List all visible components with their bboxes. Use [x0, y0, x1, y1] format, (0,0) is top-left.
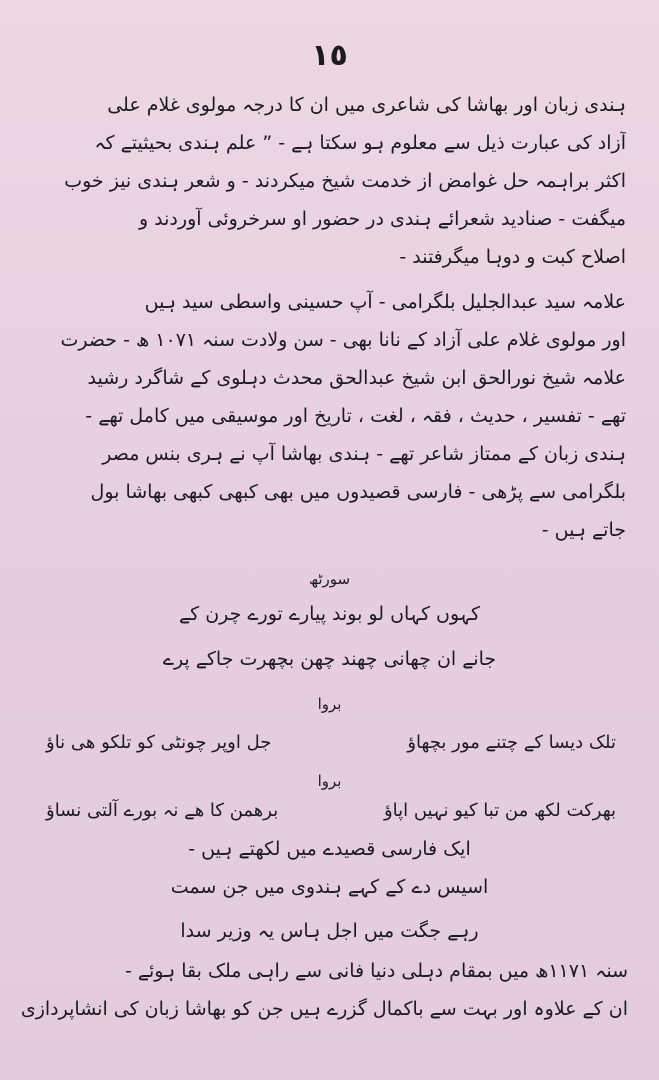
hemistich-left: برھمن کا ھے نہ بورے آلتی نساؤ	[46, 800, 279, 821]
hemistich-right: تلک دیسا کے چتنے مور بچھاؤ	[407, 732, 616, 753]
poem-label-sorath: سورٹھ	[308, 570, 351, 588]
closing-line: ان کے علاوہ اور بہت سے باکمال گزرے ہیں جن کو بھاشا زبان کی انشاپردازی	[20, 998, 628, 1020]
text-line: اکثر براہمہ حل غوامض از خدمت شیخ میکردند - و شعر ہندی نیز خوب	[64, 170, 626, 192]
text-line: اور مولوی غلام علی آزاد کے نانا بھی - سن ولادت سنہ ١٠٧١ ھ - حضرت	[60, 329, 626, 351]
verse-line: رہے جگت میں اجل ہاس یہ وزیر سدا	[180, 920, 479, 942]
text-line: بلگرامی سے پڑھی - فارسی قصیدوں میں بھی کبھی کبھی بھاشا بول	[90, 481, 626, 503]
hemistich-left: جل اوپر چونٹی کو تلکو ھی ناؤ	[46, 732, 272, 753]
verse-line: جانے ان چھانی چھند چھن بچھرت جاکے پرے	[162, 648, 497, 670]
paragraph-azad	[38, 86, 626, 276]
verse-line: اسیس دے کے کہے ہندوی میں جن سمت	[170, 876, 489, 898]
text-line: آزاد کی عبارت ذیل سے معلوم ہو سکتا ہے - ” علم ہندی بحیثیتے کہ	[94, 132, 626, 154]
page-number: ١٥	[311, 38, 348, 73]
text-line: تھے - تفسیر ، حدیث ، فقہ ، لغت ، تاریخ اور موسیقی میں کامل تھے -	[85, 405, 626, 427]
text-line: ہندی زبان اور بھاشا کی شاعری میں ان کا درجہ مولوی غلام علی	[107, 94, 626, 116]
text-line: اصلاح کبت و دوہا میگرفتند -	[399, 246, 626, 268]
intro-line: ایک فارسی قصیدے میں لکھتے ہیں -	[188, 838, 471, 860]
closing-line: سنہ ١١٧١ھ میں بمقام دہلی دنیا فانی سے راہی ملک بقا ہوئے -	[124, 960, 628, 982]
poem-label-barwa: بروا	[317, 772, 342, 790]
prose-body	[38, 86, 626, 556]
text-line: علامہ سید عبدالجلیل بلگرامی - آپ حسینی واسطی سید ہیں	[144, 291, 626, 313]
text-line: میگفت - صنادید شعرائے ہندی در حضور او سرخروئی آوردند و	[138, 208, 626, 230]
hemistich-right: بھرکت لکھ من تبا کیو نہیں اپاؤ	[383, 800, 616, 821]
paragraph-abduljalil	[38, 283, 626, 549]
poem-label-barwa: بروا	[317, 695, 342, 713]
text-line: جاتے ہیں -	[541, 519, 626, 541]
verse-line: کہوں کہاں لو بوند پیارے تورے چرن کے	[178, 603, 480, 625]
text-line: علامہ شیخ نورالحق ابن شیخ عبدالحق محدث دہلوی کے شاگرد رشید	[87, 367, 626, 389]
text-line: ہندی زبان کے ممتاز شاعر تھے - ہندی بھاشا آپ نے ہری بنس مصر	[102, 443, 626, 465]
